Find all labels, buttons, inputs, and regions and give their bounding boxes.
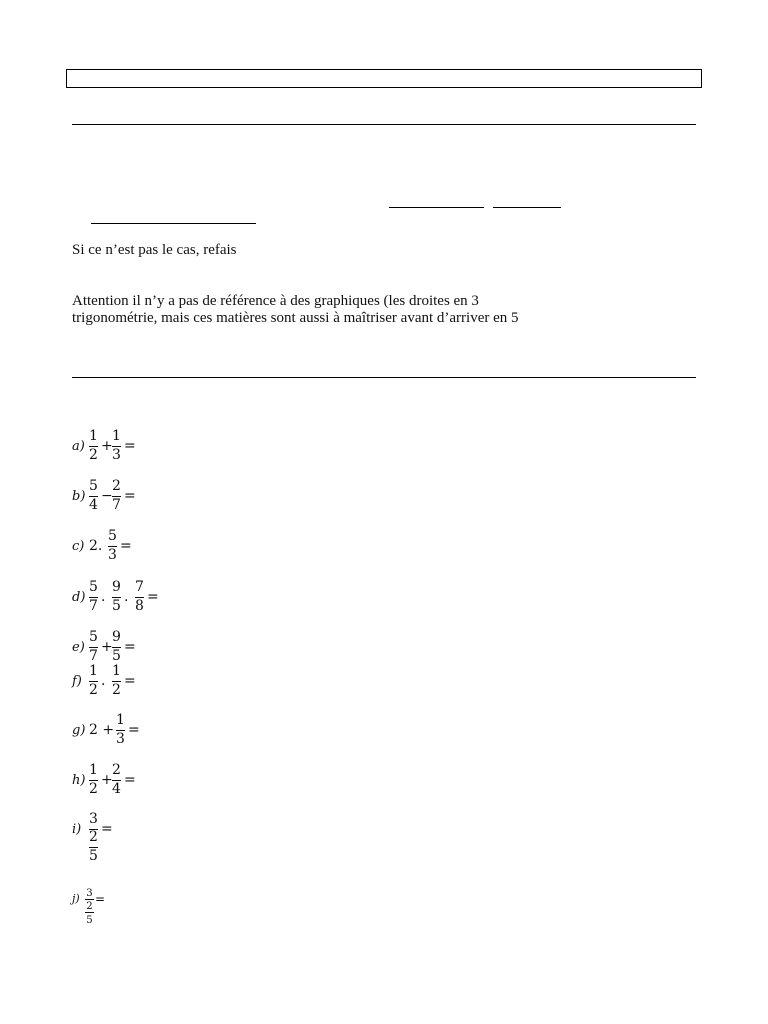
attention-text-line-1: Attention il n’y a pas de référence à des graphiques (les droites en 3 <box>72 293 479 309</box>
fraction-numerator: 3 <box>89 811 98 827</box>
exercise-label: d) <box>72 590 86 605</box>
fraction-denominator: 2 <box>89 682 98 698</box>
operator: . <box>101 673 106 689</box>
fraction-numerator: 5 <box>89 579 98 595</box>
fraction-denominator: 4 <box>112 781 121 797</box>
equals-sign: = <box>120 538 132 554</box>
exercise-label: i) <box>72 822 82 837</box>
fraction-numerator: 5 <box>108 528 117 544</box>
fraction-numerator: 2 <box>89 829 98 845</box>
operator: + <box>101 438 113 454</box>
fraction-denominator: 5 <box>112 648 121 664</box>
equals-sign: = <box>124 438 136 454</box>
equals-sign: = <box>95 892 106 906</box>
operator: + <box>101 639 113 655</box>
blank-line-3 <box>91 223 256 224</box>
fraction-numerator: 9 <box>112 579 121 595</box>
divider-middle <box>72 377 696 378</box>
title-box <box>66 69 702 88</box>
equals-sign: = <box>101 821 113 837</box>
fraction-denominator: 5 <box>89 848 98 864</box>
operator: 2 + <box>89 722 115 738</box>
fraction-numerator: 1 <box>112 428 121 444</box>
fraction-numerator: 1 <box>89 663 98 679</box>
fraction-numerator: 1 <box>89 762 98 778</box>
fraction-numerator: 5 <box>89 478 98 494</box>
fraction-denominator: 7 <box>112 497 121 513</box>
equals-sign: = <box>124 772 136 788</box>
equals-sign: = <box>124 639 136 655</box>
exercise-label: h) <box>72 773 86 788</box>
exercise-label: e) <box>72 640 85 655</box>
attention-text-line-2: trigonométrie, mais ces matières sont aussi à maîtriser avant d’arriver en 5 <box>72 310 519 326</box>
fraction-denominator: 5 <box>112 598 121 614</box>
operator: + <box>101 772 113 788</box>
fraction-denominator: 3 <box>108 547 117 563</box>
exercise-label: a) <box>72 439 85 454</box>
operator: − <box>101 488 113 504</box>
exercise-label: f) <box>72 674 82 689</box>
exercise-label: g) <box>72 723 86 738</box>
fraction-bar <box>85 912 94 913</box>
fraction-numerator: 2 <box>112 478 121 494</box>
equals-sign: = <box>124 488 136 504</box>
exercise-label: b) <box>72 489 86 504</box>
blank-line-1 <box>389 207 484 208</box>
operator: . <box>101 589 106 605</box>
fraction-denominator: 3 <box>116 731 125 747</box>
equals-sign: = <box>147 589 159 605</box>
fraction-denominator: 7 <box>89 598 98 614</box>
fraction-numerator: 1 <box>116 712 125 728</box>
fraction-denominator: 4 <box>89 497 98 513</box>
equals-sign: = <box>124 673 136 689</box>
fraction-numerator: 5 <box>89 629 98 645</box>
fraction-numerator: 2 <box>112 762 121 778</box>
fraction-numerator: 1 <box>89 428 98 444</box>
fraction-numerator: 1 <box>112 663 121 679</box>
blank-line-2 <box>493 207 561 208</box>
exercise-label: j) <box>72 892 80 905</box>
fraction-denominator: 8 <box>135 598 144 614</box>
fraction-denominator: 2 <box>89 781 98 797</box>
fraction-numerator: 7 <box>135 579 144 595</box>
equals-sign: = <box>128 722 140 738</box>
fraction-denominator: 5 <box>86 914 93 926</box>
operator: . <box>124 589 129 605</box>
operator: 2. <box>89 538 103 554</box>
fraction-numerator: 2 <box>86 900 93 912</box>
fraction-denominator: 3 <box>112 447 121 463</box>
divider-top <box>72 124 696 125</box>
fraction-numerator: 3 <box>86 887 93 899</box>
fraction-denominator: 2 <box>112 682 121 698</box>
fraction-numerator: 9 <box>112 629 121 645</box>
exercise-label: c) <box>72 539 85 554</box>
fraction-denominator: 2 <box>89 447 98 463</box>
fraction-denominator: 7 <box>89 648 98 664</box>
instruction-text: Si ce n’est pas le cas, refais <box>72 242 237 258</box>
